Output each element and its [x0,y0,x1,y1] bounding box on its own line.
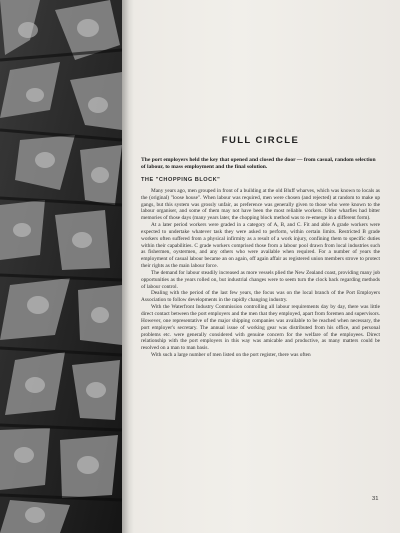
photo-image [0,0,122,533]
section-heading: THE "CHOPPING BLOCK" [141,176,221,183]
body-paragraph-2: At a later period workers were graded in a category of A, B, and C. Fit and able A grade workers were expected to undertake whatever task they were asked to perform, within certain limits. Restricted B grade workers often suffered from a physical infirmity as a result of a work injury, confining them to specific duties within their capabilities. C grade workers comprised those from a labour pool drawn from local industries such as fishermen, oystermen, and any others who were available when required. For a number of years the employment of casual labour became an on again, off again affair as registered union members strove to protect their rights as the main labour force. [141,222,380,270]
page-number: 31 [372,496,379,502]
lead-paragraph: The port employers held the key that opened and closed the door — from casual, random selection of labour, to mass employment and the final solution. [141,157,376,170]
body-paragraph-3: The demand for labour steadily increased as more vessels plied the New Zealand coast, providing many job opportunities as the years rolled on, but industrial changes were to seem turn the clock back regarding methods of labour control. [141,269,380,290]
body-paragraph-4: Dealing with the period of the last few years, the focus was on the local branch of the Port Employers Association to follow developments in the rapidly changing industry. [141,290,380,304]
body-paragraph-6: With such a large number of men listed on the port register, there was often [151,352,311,359]
body-paragraph-1: Many years ago, men grouped in front of a building at the old Bluff wharves, which was known to locals as the (original) "loose house". When labour was required, men were chosen (and rejected) at random to make up gangs, but this system was grossly unfair, as preference was generally given to those who were known to the labour organiser, and some of them may not have been the most reliable workers. Older wharfies had bitter memories of those days (many years later, the chopping block method was to re-emerge in a different form). [141,187,380,222]
text-column [141,135,380,359]
page-title: FULL CIRCLE [221,135,300,146]
wharf-workers-photo [0,0,122,533]
body-paragraph-5: With the Waterfront Industry Commission controlling all labour requirements day by day, there was little direct contact between the port employers and the men that they employed, apart from foremen and supervisors. However, one representative of the major shipping companies was available to be reached when necessary, the port employer's secretary. The annual issue of working gear was distributed from his office, and personal problems etc. were generally considered with genuine concern for the welfare of the employees. Direct relationship with the port employers in this way was amicable and productive, as many matters could be resolved on a man to man basis. [141,304,380,352]
page-gutter-shadow [122,0,134,533]
